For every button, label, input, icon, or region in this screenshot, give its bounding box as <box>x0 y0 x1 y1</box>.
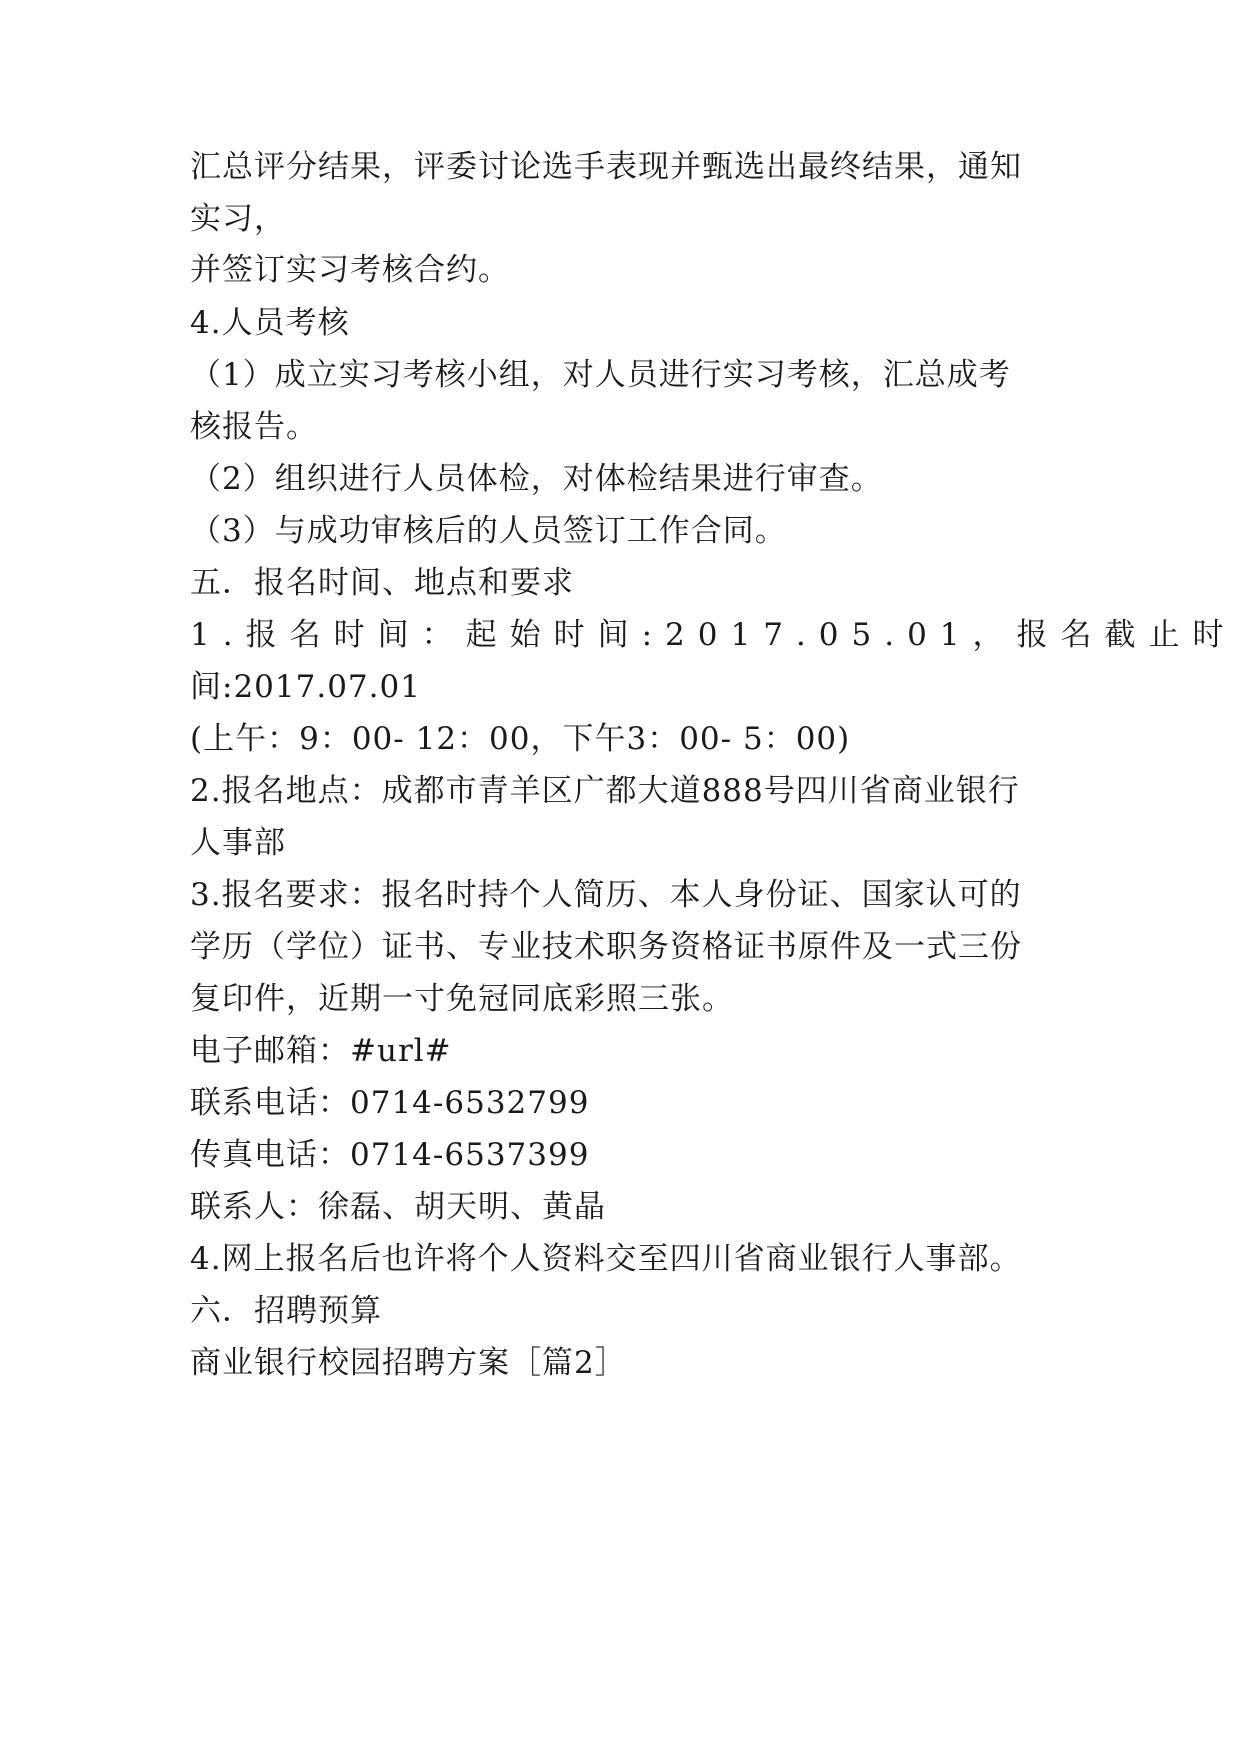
section-heading: 五．报名时间、地点和要求 <box>190 565 574 601</box>
section-heading: 4.人员考核 <box>190 305 350 341</box>
document-title: 商业银行校园招聘方案［篇2］ <box>190 1345 627 1381</box>
body-line: 间:2017.07.01 <box>190 669 421 705</box>
contact-fax: 传真电话：0714-6537399 <box>190 1137 590 1173</box>
contact-persons: 联系人：徐磊、胡天明、黄晶 <box>190 1189 606 1225</box>
body-line: 2.报名地点：成都市青羊区广都大道888号四川省商业银行 <box>190 773 1020 809</box>
body-line: 人事部 <box>190 825 286 861</box>
body-line: 核报告。 <box>190 409 318 445</box>
body-line: 学历（学位）证书、专业技术职务资格证书原件及一式三份 <box>190 929 1022 965</box>
body-line: 1.报名时间：起始时间:2017.05.01，报名截止时 <box>190 617 1237 653</box>
body-line: 实习， <box>190 201 286 237</box>
body-line: 并签订实习考核合约。 <box>190 252 510 288</box>
body-line: 3.报名要求：报名时持个人简历、本人身份证、国家认可的 <box>190 877 1022 913</box>
contact-phone: 联系电话：0714-6532799 <box>190 1085 590 1121</box>
body-line: 汇总评分结果，评委讨论选手表现并甄选出最终结果，通知 <box>190 149 1022 185</box>
body-line: (上午：9：00- 12：00，下午3：00- 5：00) <box>190 721 851 757</box>
body-line: 4.网上报名后也许将个人资料交至四川省商业银行人事部。 <box>190 1241 1022 1277</box>
body-line: （3）与成功审核后的人员签订工作合同。 <box>190 513 787 549</box>
body-line: （1）成立实习考核小组，对人员进行实习考核，汇总成考 <box>190 357 1011 393</box>
contact-email: 电子邮箱：#url# <box>190 1033 452 1069</box>
section-heading: 六．招聘预算 <box>190 1293 382 1329</box>
body-line: （2）组织进行人员体检，对体检结果进行审查。 <box>190 461 883 497</box>
body-line: 复印件，近期一寸免冠同底彩照三张。 <box>190 981 734 1017</box>
